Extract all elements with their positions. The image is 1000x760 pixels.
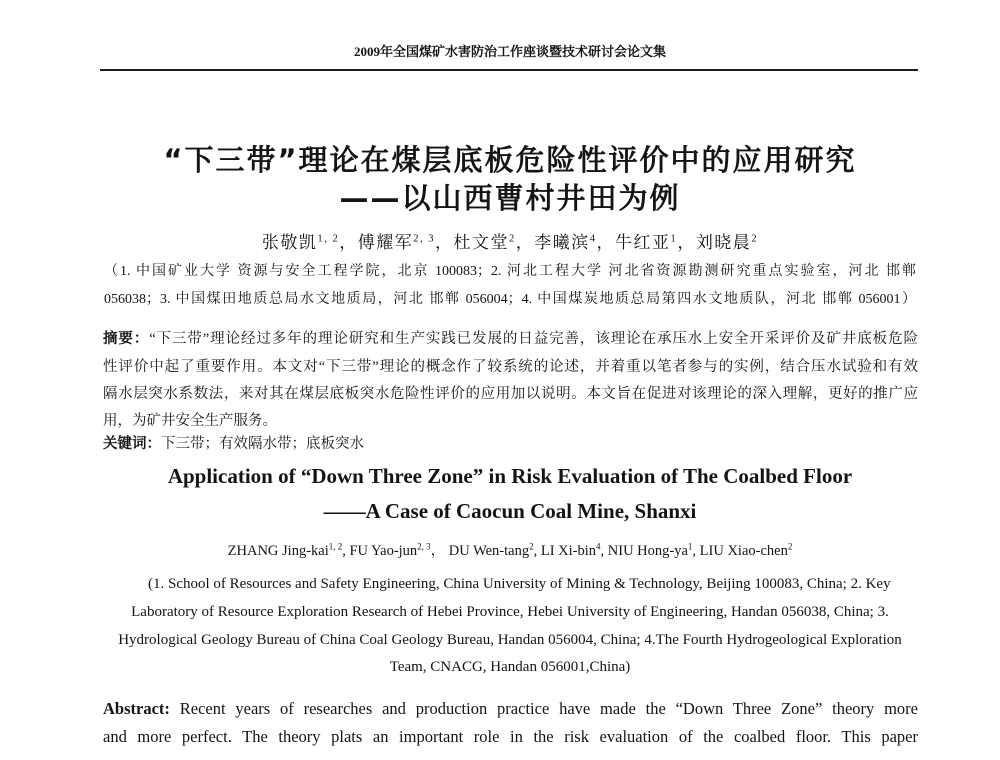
- zh-author: [454, 233, 516, 252]
- author-name: FU Yao-jun: [349, 543, 418, 559]
- author-separator: ，: [515, 233, 535, 252]
- author-name: ZHANG Jing-kai: [227, 543, 329, 559]
- author-separator: ,: [600, 543, 608, 559]
- zh-abstract-line: [103, 327, 918, 351]
- zh-abstract-label: 摘要：: [103, 331, 150, 347]
- en-affiliation-line: (1. School of Resources and Safety Engineering, China University of Mining & Technology, Beijing 100083, China; 2. Key: [148, 576, 891, 592]
- author-affiliation-superscript: 4: [596, 541, 601, 552]
- en-title-main: Application of “Down Three Zone” in Risk Evaluation of The Coalbed Floor: [167, 464, 853, 488]
- en-affiliation-line: Team, CNACG, Handan 056001,China): [389, 659, 631, 675]
- author-name: 牛红亚: [615, 233, 671, 252]
- en-author: [449, 543, 534, 559]
- author-affiliation-superscript: 1, 2: [328, 541, 343, 552]
- author-affiliation-superscript: 2: [509, 233, 516, 245]
- en-affiliation-line: Hydrological Geology Bureau of China Coal Geology Bureau, Handan 056004, China; 4.The Fourth Hydrogeological Exploration: [118, 632, 902, 648]
- zh-affiliation-line: （1. 中国矿业大学 资源与安全工程学院，北京 100083；2. 河北工程大学 河北省资源勘测研究重点实验室，河北 邯郸: [104, 264, 916, 279]
- header-rule: [100, 69, 918, 71]
- en-author: [228, 543, 343, 559]
- author-separator: ，: [435, 233, 454, 252]
- author-separator: ，: [430, 543, 449, 559]
- author-affiliation-superscript: 2, 3: [413, 233, 436, 245]
- author-affiliation-superscript: 1, 2: [317, 233, 340, 245]
- author-name: NIU Hong-ya: [607, 543, 688, 559]
- en-abstract-line: [103, 696, 918, 722]
- author-name: 傅耀军: [357, 233, 414, 252]
- en-author: [541, 543, 601, 559]
- zh-author: [262, 233, 339, 252]
- author-name: 李曦滨: [534, 233, 590, 252]
- author-name: LI Xi-bin: [540, 543, 597, 559]
- zh-title-main: “下三带”理论在煤层底板危险性评价中的应用研究: [163, 143, 857, 177]
- author-name: 杜文堂: [453, 233, 510, 252]
- zh-keywords: [103, 432, 918, 456]
- zh-author: [358, 233, 435, 252]
- zh-abstract-line: 用，为矿井安全生产服务。: [103, 413, 277, 429]
- zh-author: [696, 233, 758, 252]
- author-name: 刘晓晨: [695, 233, 752, 252]
- author-separator: ，: [596, 233, 616, 252]
- zh-keywords-text: 下三带；有效隔水带；底板突水: [161, 436, 364, 452]
- zh-abstract-line: 隔水层突水系数法，来对其在煤层底板突水危险性评价的应用加以说明。本文旨在促进对该理论的深入理解，更好的推广应: [103, 386, 918, 402]
- author-separator: ,: [342, 543, 350, 559]
- zh-author: [534, 233, 596, 252]
- en-author: [700, 543, 793, 559]
- zh-abstract-text: “下三带”理论经过多年的理论研究和生产实践已发展的日益完善，该理论在承压水上安全开采评价及矿井底板危险: [149, 331, 919, 347]
- en-abstract-line: and more perfect. The theory plats an important role in the risk evaluation of the coalbed floor. This paper: [103, 727, 918, 746]
- en-abstract-label: Abstract:: [103, 699, 170, 718]
- author-name: LIU Xiao-chen: [699, 543, 788, 559]
- author-affiliation-superscript: 2: [787, 541, 793, 552]
- en-author: [349, 543, 430, 559]
- author-separator: ，: [677, 233, 696, 252]
- running-header: 2009年全国煤矿水害防治工作座谈暨技术研讨会论文集: [353, 44, 666, 59]
- author-affiliation-superscript: 2: [751, 233, 759, 245]
- author-affiliation-superscript: 2: [529, 541, 534, 552]
- zh-abstract-line: 性评价中起了重要作用。本文对“下三带”理论的概念作了较系统的论述，并着重以笔者参与的实例，结合压水试验和有效: [103, 359, 918, 375]
- author-affiliation-superscript: 4: [589, 233, 597, 245]
- author-separator: ,: [692, 543, 700, 559]
- author-affiliation-superscript: 1: [670, 233, 678, 245]
- zh-title-subtitle: ——以山西曹村井田为例: [339, 181, 681, 215]
- author-name: DU Wen-tang: [448, 543, 530, 559]
- zh-author-list: [102, 230, 918, 256]
- author-separator: ，: [339, 233, 358, 252]
- author-separator: ,: [533, 543, 541, 559]
- author-affiliation-superscript: 1: [687, 541, 693, 552]
- author-affiliation-superscript: 2, 3: [417, 541, 431, 552]
- en-title-subtitle: ——A Case of Caocun Coal Mine, Shanxi: [323, 499, 697, 523]
- en-author: [608, 543, 693, 559]
- en-affiliation-line: Laboratory of Resource Exploration Research of Hebei Province, Hebei University of Engineering, Handan 056038, China; 3.: [131, 604, 889, 620]
- en-author-list: [102, 539, 918, 563]
- author-name: 张敬凯: [261, 233, 318, 252]
- en-abstract-text: Recent years of researches and production practice have made the “Down Three Zone” theory more: [179, 699, 918, 718]
- zh-keywords-label: 关键词：: [103, 436, 161, 452]
- zh-author: [615, 233, 677, 252]
- zh-affiliation-line: 056038；3. 中国煤田地质总局水文地质局，河北 邯郸 056004；4. 中国煤炭地质总局第四水文地质队，河北 邯郸 056001）: [104, 292, 916, 307]
